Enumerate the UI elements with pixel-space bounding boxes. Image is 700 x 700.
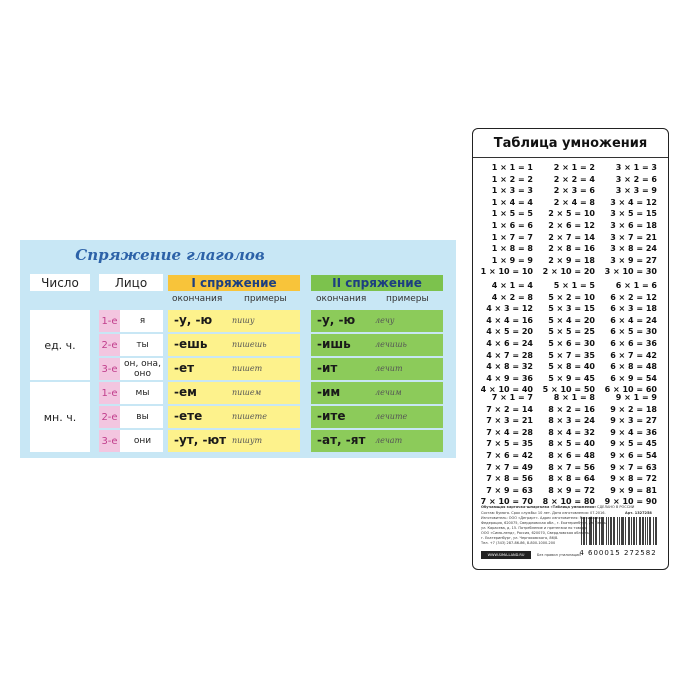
first-conjugation-row xyxy=(168,406,300,428)
multiplication-cell: 8 × 4 = 32 xyxy=(548,427,595,437)
pronoun: вы xyxy=(136,412,149,422)
barcode-bar xyxy=(650,517,651,545)
multiplication-cell: 3 × 10 = 30 xyxy=(604,267,657,277)
example: пишут xyxy=(232,436,263,445)
barcode-bar xyxy=(617,517,618,545)
barcode-bar xyxy=(613,517,614,545)
person-row xyxy=(99,382,163,404)
subheader-endings-1: окончания xyxy=(172,294,223,304)
pronoun: мы xyxy=(135,388,150,398)
first-conjugation-row xyxy=(168,430,300,452)
multiplication-cell: 8 × 2 = 16 xyxy=(548,404,595,414)
second-conjugation-row xyxy=(311,382,443,404)
first-conjugation-row xyxy=(168,334,300,356)
ending: -у, -ю xyxy=(174,313,213,327)
first-conjugation-row xyxy=(168,382,300,404)
title-divider xyxy=(473,157,668,158)
multiplication-cell: 5 × 1 = 5 xyxy=(553,281,595,290)
multiplication-cell: 3 × 5 = 15 xyxy=(610,209,657,219)
example: пишем xyxy=(232,388,262,397)
multiplication-cell: 1 × 3 = 3 xyxy=(491,186,533,196)
multiplication-cell: 3 × 4 = 12 xyxy=(610,197,657,207)
multiplication-cell: 9 × 1 = 9 xyxy=(615,393,657,402)
barcode-bar xyxy=(653,517,654,545)
multiplication-cell: 4 × 7 = 28 xyxy=(486,350,533,360)
barcode-bar xyxy=(631,517,632,545)
multiplication-cell: 2 × 10 = 20 xyxy=(542,267,595,277)
multiplication-cell: 3 × 2 = 6 xyxy=(615,174,657,184)
multiplication-cell: 1 × 1 = 1 xyxy=(491,163,533,172)
multiplication-cell: 8 × 7 = 56 xyxy=(548,462,595,472)
multiplication-cell: 5 × 6 = 30 xyxy=(548,339,595,348)
multiplication-cell: 2 × 5 = 10 xyxy=(548,209,595,219)
multiplication-cell: 5 × 5 = 25 xyxy=(548,327,595,337)
person-row xyxy=(99,406,163,428)
multiplication-cell: 7 × 5 = 35 xyxy=(486,439,533,449)
barcode-bar xyxy=(581,517,582,545)
multiplication-cell: 3 × 3 = 9 xyxy=(615,186,657,196)
multiplication-cell: 6 × 9 = 54 xyxy=(610,373,657,383)
multiplication-title: Таблица умножения xyxy=(493,136,648,151)
ending: -ите xyxy=(317,409,346,423)
barcode-number: 4 600015 272582 xyxy=(579,549,657,557)
multiplication-cell: 2 × 2 = 4 xyxy=(553,174,595,184)
first-conjugation-row xyxy=(168,358,300,380)
barcode-icon xyxy=(579,517,659,547)
multiplication-cell: 2 × 4 = 8 xyxy=(553,197,595,207)
website-badge: WWW.SIMA-LAND.RU xyxy=(481,551,531,559)
ending: -ишь xyxy=(317,337,351,351)
barcode-bar xyxy=(584,517,585,545)
multiplication-cell: 3 × 9 = 27 xyxy=(610,255,657,265)
multiplication-cell: 9 × 5 = 45 xyxy=(610,439,657,449)
barcode-bar xyxy=(639,517,640,545)
second-conjugation-row xyxy=(311,430,443,452)
barcode-bar xyxy=(601,517,602,545)
barcode-bar xyxy=(595,517,596,545)
multiplication-cell: 3 × 6 = 18 xyxy=(610,221,657,230)
multiplication-cell: 6 × 5 = 30 xyxy=(610,327,657,337)
pronoun: ты xyxy=(136,340,149,350)
multiplication-cell: 1 × 6 = 6 xyxy=(491,221,533,230)
multiplication-cell: 6 × 10 = 60 xyxy=(604,385,657,395)
person-number: 2-е xyxy=(99,334,120,356)
fine-print-line: ООО «Сима-ленд», Россия, 620070, Свердловская область, xyxy=(481,531,591,535)
multiplication-cell: 4 × 10 = 40 xyxy=(480,385,533,395)
multiplication-card xyxy=(472,128,669,570)
ending: -ет xyxy=(174,361,195,375)
multiplication-cell: 7 × 9 = 63 xyxy=(486,485,533,495)
number-plural: мн. ч. xyxy=(30,382,90,452)
barcode-bar xyxy=(614,517,615,545)
example: пишешь xyxy=(232,340,267,349)
multiplication-cell: 5 × 8 = 40 xyxy=(548,362,595,372)
multiplication-cell: 9 × 9 = 81 xyxy=(610,485,657,495)
disposal-note: Без правил утилизации xyxy=(537,553,581,557)
multiplication-cell: 7 × 8 = 56 xyxy=(486,474,533,484)
multiplication-cell: 9 × 6 = 54 xyxy=(610,451,657,460)
header-person: Лицо xyxy=(99,274,163,291)
fine-print-line: Федерация, 620075, Свердловская обл., г. Екатеринбург, ул. Тверь, xyxy=(481,521,608,525)
barcode-bar xyxy=(640,517,641,545)
barcode-bar xyxy=(596,517,597,545)
fine-print-line: ул. Карасева, д. 15. Потребление и претензии по товару: xyxy=(481,526,588,530)
example: пишет xyxy=(232,364,263,373)
barcode-bar xyxy=(642,517,643,545)
barcode-bar xyxy=(623,517,624,545)
multiplication-cell: 9 × 3 = 27 xyxy=(610,416,657,426)
conjugation-title: Спряжение глаголов xyxy=(75,246,265,264)
multiplication-cell: 6 × 7 = 42 xyxy=(610,350,657,360)
ending: -ит xyxy=(317,361,338,375)
multiplication-cell: 8 × 1 = 8 xyxy=(553,393,595,402)
multiplication-cell: 6 × 8 = 48 xyxy=(610,362,657,372)
conjugation-card xyxy=(20,240,456,458)
multiplication-cell: 7 × 3 = 21 xyxy=(486,416,533,426)
barcode-bar xyxy=(634,517,635,545)
multiplication-cell: 4 × 8 = 32 xyxy=(486,362,533,372)
barcode-bar xyxy=(636,517,637,545)
multiplication-cell: 8 × 3 = 24 xyxy=(548,416,595,426)
multiplication-cell: 9 × 7 = 63 xyxy=(610,462,657,472)
barcode-bar xyxy=(649,517,650,545)
example: лечишь xyxy=(375,340,407,349)
person-number: 2-е xyxy=(99,406,120,428)
multiplication-cell: 1 × 4 = 4 xyxy=(491,197,533,207)
multiplication-cell: 4 × 3 = 12 xyxy=(486,304,533,314)
barcode-bar xyxy=(603,517,604,545)
multiplication-cell: 8 × 9 = 72 xyxy=(548,485,595,495)
multiplication-cell: 7 × 6 = 42 xyxy=(486,451,533,460)
second-conjugation-row xyxy=(311,406,443,428)
pronoun: они xyxy=(133,436,152,446)
multiplication-cell: 4 × 5 = 20 xyxy=(486,327,533,337)
header-first-conjugation: I спряжение xyxy=(168,275,300,291)
multiplication-cell: 5 × 10 = 50 xyxy=(542,385,595,395)
multiplication-cell: 8 × 10 = 80 xyxy=(542,497,595,507)
barcode-bar xyxy=(625,517,626,545)
article-number: Арт. 1327258 xyxy=(625,511,652,515)
person-row xyxy=(99,334,163,356)
ending: -ут, -ют xyxy=(174,433,227,447)
example: пишу xyxy=(232,316,255,325)
multiplication-cell: 1 × 10 = 10 xyxy=(480,267,533,277)
example: лечите xyxy=(375,412,408,421)
barcode-bar xyxy=(629,517,630,545)
multiplication-cell: 9 × 2 = 18 xyxy=(610,404,657,414)
subheader-endings-2: окончания xyxy=(316,294,367,304)
barcode-bar xyxy=(591,517,592,545)
fine-print-line: г. Екатеринбург, ул. Черняховского, 86/8. xyxy=(481,536,559,540)
multiplication-cell: 6 × 2 = 12 xyxy=(610,292,657,302)
multiplication-cell: 4 × 2 = 8 xyxy=(491,292,533,302)
multiplication-cell: 2 × 3 = 6 xyxy=(553,186,595,196)
multiplication-cell: 1 × 9 = 9 xyxy=(491,255,533,265)
multiplication-cell: 6 × 3 = 18 xyxy=(610,304,657,314)
subheader-examples-1: примеры xyxy=(244,294,287,304)
multiplication-cell: 9 × 10 = 90 xyxy=(604,497,657,507)
multiplication-cell: 6 × 4 = 24 xyxy=(610,315,657,325)
person-row xyxy=(99,430,163,452)
multiplication-cell: 8 × 6 = 48 xyxy=(548,451,595,460)
fine-print-line: Тел. +7 (343) 287-86-86, 8-800-1000-200 xyxy=(481,541,556,545)
example: лечим xyxy=(375,388,402,397)
pronoun: он, она, оно xyxy=(124,359,161,379)
multiplication-cell: 7 × 7 = 49 xyxy=(486,462,533,472)
fine-print-line: Изготовитель: ООО «Деграрт». Адрес изготовителя: Российская xyxy=(481,516,601,520)
second-conjugation-row xyxy=(311,310,443,332)
example: лечат xyxy=(375,436,403,445)
person-number: 1-е xyxy=(99,382,120,404)
person-number: 3-е xyxy=(99,430,120,452)
person-number: 1-е xyxy=(99,310,120,332)
pronoun: я xyxy=(139,316,146,326)
multiplication-cell: 7 × 1 = 7 xyxy=(491,393,533,402)
barcode-bar xyxy=(602,517,603,545)
multiplication-cell: 3 × 7 = 21 xyxy=(610,232,657,242)
barcode-bar xyxy=(647,517,648,545)
footer-heading: Обучающая карточка-шпаргалка «Таблица умножения» xyxy=(481,505,597,509)
barcode-bar xyxy=(590,517,591,545)
multiplication-cell: 7 × 4 = 28 xyxy=(486,427,533,437)
ending: -ете xyxy=(174,409,203,423)
person-number: 3-е xyxy=(99,358,120,380)
barcode-bar xyxy=(643,517,644,545)
multiplication-cell: 3 × 8 = 24 xyxy=(610,244,657,254)
multiplication-cell: 3 × 1 = 3 xyxy=(615,163,657,172)
barcode-bar xyxy=(645,517,646,545)
multiplication-cell: 7 × 2 = 14 xyxy=(486,404,533,414)
barcode-bar xyxy=(593,517,594,545)
multiplication-cell: 2 × 6 = 12 xyxy=(548,221,595,230)
multiplication-cell: 8 × 5 = 40 xyxy=(548,439,595,449)
multiplication-cell: 1 × 5 = 5 xyxy=(491,209,533,219)
made-in-label: СДЕЛАНО В РОССИИ xyxy=(597,505,635,509)
ending: -у, -ю xyxy=(317,313,356,327)
header-number: Число xyxy=(30,274,90,291)
barcode-bar xyxy=(611,517,612,545)
multiplication-cell: 2 × 1 = 2 xyxy=(553,163,595,172)
barcode-bar xyxy=(583,517,584,545)
header-second-conjugation: II спряжение xyxy=(311,275,443,291)
example: пишете xyxy=(232,412,267,421)
multiplication-cell: 7 × 10 = 70 xyxy=(480,497,533,507)
multiplication-cell: 1 × 2 = 2 xyxy=(491,174,533,184)
barcode-bar xyxy=(628,517,629,545)
subheader-examples-2: примеры xyxy=(386,294,429,304)
number-singular: ед. ч. xyxy=(30,310,90,380)
barcode-bar xyxy=(606,517,607,545)
example: лечит xyxy=(375,364,403,373)
example: лечу xyxy=(375,316,395,325)
fine-print-line: Состав: бумага. Срок службы: 10 лет. Дата изготовления: 07.2016. xyxy=(481,511,606,515)
multiplication-cell: 4 × 1 = 4 xyxy=(491,281,533,290)
multiplication-cell: 8 × 8 = 64 xyxy=(548,474,595,484)
barcode-bar xyxy=(610,517,611,545)
second-conjugation-row xyxy=(311,334,443,356)
barcode-bar xyxy=(622,517,623,545)
ending: -ат, -ят xyxy=(317,433,366,447)
barcode-bar xyxy=(608,517,609,545)
multiplication-cell: 4 × 9 = 36 xyxy=(486,373,533,383)
multiplication-cell: 5 × 7 = 35 xyxy=(548,350,595,360)
barcode-bar xyxy=(586,517,587,545)
barcode-bar xyxy=(619,517,620,545)
multiplication-cell: 5 × 9 = 45 xyxy=(548,373,595,383)
multiplication-cell: 5 × 3 = 15 xyxy=(548,304,595,314)
second-conjugation-row xyxy=(311,358,443,380)
barcode-bar xyxy=(633,517,634,545)
multiplication-cell: 1 × 8 = 8 xyxy=(491,244,533,254)
multiplication-cell: 2 × 8 = 16 xyxy=(548,244,595,254)
multiplication-cell: 5 × 4 = 20 xyxy=(548,315,595,325)
first-conjugation-row xyxy=(168,310,300,332)
multiplication-cell: 2 × 9 = 18 xyxy=(548,255,595,265)
multiplication-cell: 9 × 8 = 72 xyxy=(610,474,657,484)
person-row xyxy=(99,358,163,380)
multiplication-cell: 6 × 6 = 36 xyxy=(610,339,657,348)
ending: -им xyxy=(317,385,341,399)
barcode-bar xyxy=(599,517,600,545)
barcode-bar xyxy=(656,517,657,545)
ending: -ешь xyxy=(174,337,208,351)
multiplication-cell: 1 × 7 = 7 xyxy=(491,232,533,242)
barcode-bar xyxy=(621,517,622,545)
multiplication-cell: 4 × 4 = 16 xyxy=(486,315,533,325)
person-row xyxy=(99,310,163,332)
multiplication-cell: 2 × 7 = 14 xyxy=(548,232,595,242)
ending: -ем xyxy=(174,385,197,399)
multiplication-cell: 4 × 6 = 24 xyxy=(486,339,533,348)
multiplication-cell: 6 × 1 = 6 xyxy=(615,281,657,290)
multiplication-cell: 9 × 4 = 36 xyxy=(610,427,657,437)
barcode-bar xyxy=(589,517,590,545)
multiplication-cell: 5 × 2 = 10 xyxy=(548,292,595,302)
barcode-bar xyxy=(655,517,656,545)
